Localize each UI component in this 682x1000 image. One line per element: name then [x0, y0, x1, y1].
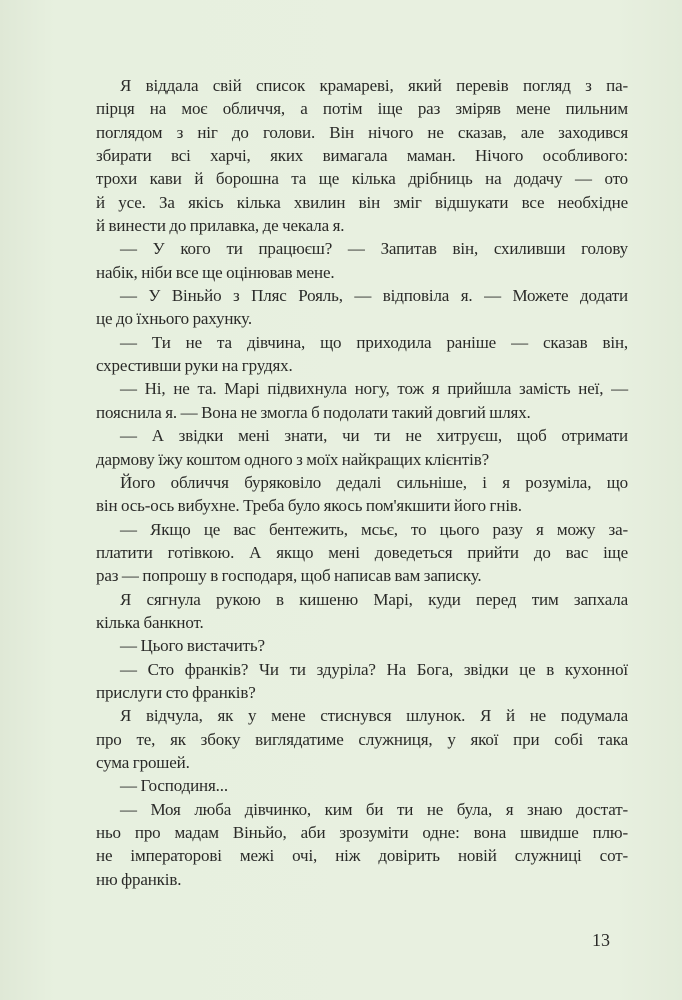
text-line: Його обличчя буряковіло дедалі сильніше, і я розуміла, що	[120, 472, 628, 492]
text-line: він ось-ось вибухне. Треба було якось пом'якшити його гнів.	[96, 496, 522, 516]
text-line: — Якщо це вас бентежить, мсьє, то цього разу я можу за-	[120, 519, 628, 539]
text-line: — Ні, не та. Марі підвихнула ногу, тож я прийшла замість неї, —	[120, 379, 628, 399]
text-line: збирати всі харчі, яких вимагала маман. Нічого особливого:	[96, 146, 628, 166]
text-line: — У Віньйо з Пляс Рояль, — відповіла я. — Можете додати	[120, 286, 628, 306]
text-line: прислуги сто франків?	[96, 682, 256, 702]
text-line: пірця на моє обличчя, а потім іще раз зміряв мене пильним	[96, 99, 628, 119]
text-line: — Цього вистачить?	[120, 636, 265, 656]
text-line: Я сягнула рукою в кишеню Марі, куди перед тим запхала	[120, 589, 628, 609]
text-line: — Ти не та дівчина, що приходила раніше — сказав він,	[120, 332, 628, 352]
text-line: платити готівкою. А якщо мені доведеться прийти до вас іще	[96, 542, 628, 562]
text-line: — У кого ти працюєш? — Запитав він, схиливши голову	[120, 239, 628, 259]
text-line: про те, як збоку виглядатиме служниця, у якої при собі така	[96, 729, 628, 749]
text-line: набік, ніби все ще оцінював мене.	[96, 262, 335, 282]
text-line: кілька банкнот.	[96, 612, 204, 632]
page-number: 13	[592, 930, 610, 950]
text-line: не імператорові межі очі, ніж довірить новій служниці сот-	[96, 846, 628, 866]
text-line: й усе. За якісь кілька хвилин він зміг відшукати все необхідне	[96, 192, 628, 212]
text-line: це до їхнього рахунку.	[96, 309, 252, 329]
text-line: раз — попрошу в господаря, щоб написав вам записку.	[96, 566, 482, 586]
text-line: сума грошей.	[96, 752, 190, 772]
text-line: ньо про мадам Віньйо, аби зрозуміти одне: вона швидше плю-	[96, 823, 628, 842]
text-line: Я відчула, як у мене стиснувся шлунок. Я й не подумала	[120, 706, 628, 726]
text-line: й винести до прилавка, де чекала я.	[96, 216, 345, 236]
body-text	[96, 74, 628, 891]
text-line: — А звідки мені знати, чи ти не хитруєш, щоб отримати	[120, 426, 628, 446]
text-line: пояснила я. — Вона не змогла б подолати такий довгий шлях.	[96, 402, 531, 422]
text-line: — Моя люба дівчинко, ким би ти не була, я знаю достат-	[120, 799, 628, 819]
text-line: Я віддала свій список крамареві, який перевів погляд з па-	[120, 76, 628, 95]
text-line: дармову їжу коштом одного з моїх найкращих клієнтів?	[96, 449, 490, 469]
text-line: поглядом з ніг до голови. Він нічого не сказав, але заходився	[96, 122, 628, 142]
text-line: ню франків.	[96, 869, 182, 889]
text-line: — Господиня...	[120, 776, 228, 796]
text-line: схрестивши руки на грудях.	[96, 356, 293, 376]
text-line: трохи кави й борошна та ще кілька дрібниць на додачу — ото	[96, 169, 628, 189]
text-line: — Сто франків? Чи ти здуріла? На Бога, звідки це в кухонної	[120, 659, 628, 679]
